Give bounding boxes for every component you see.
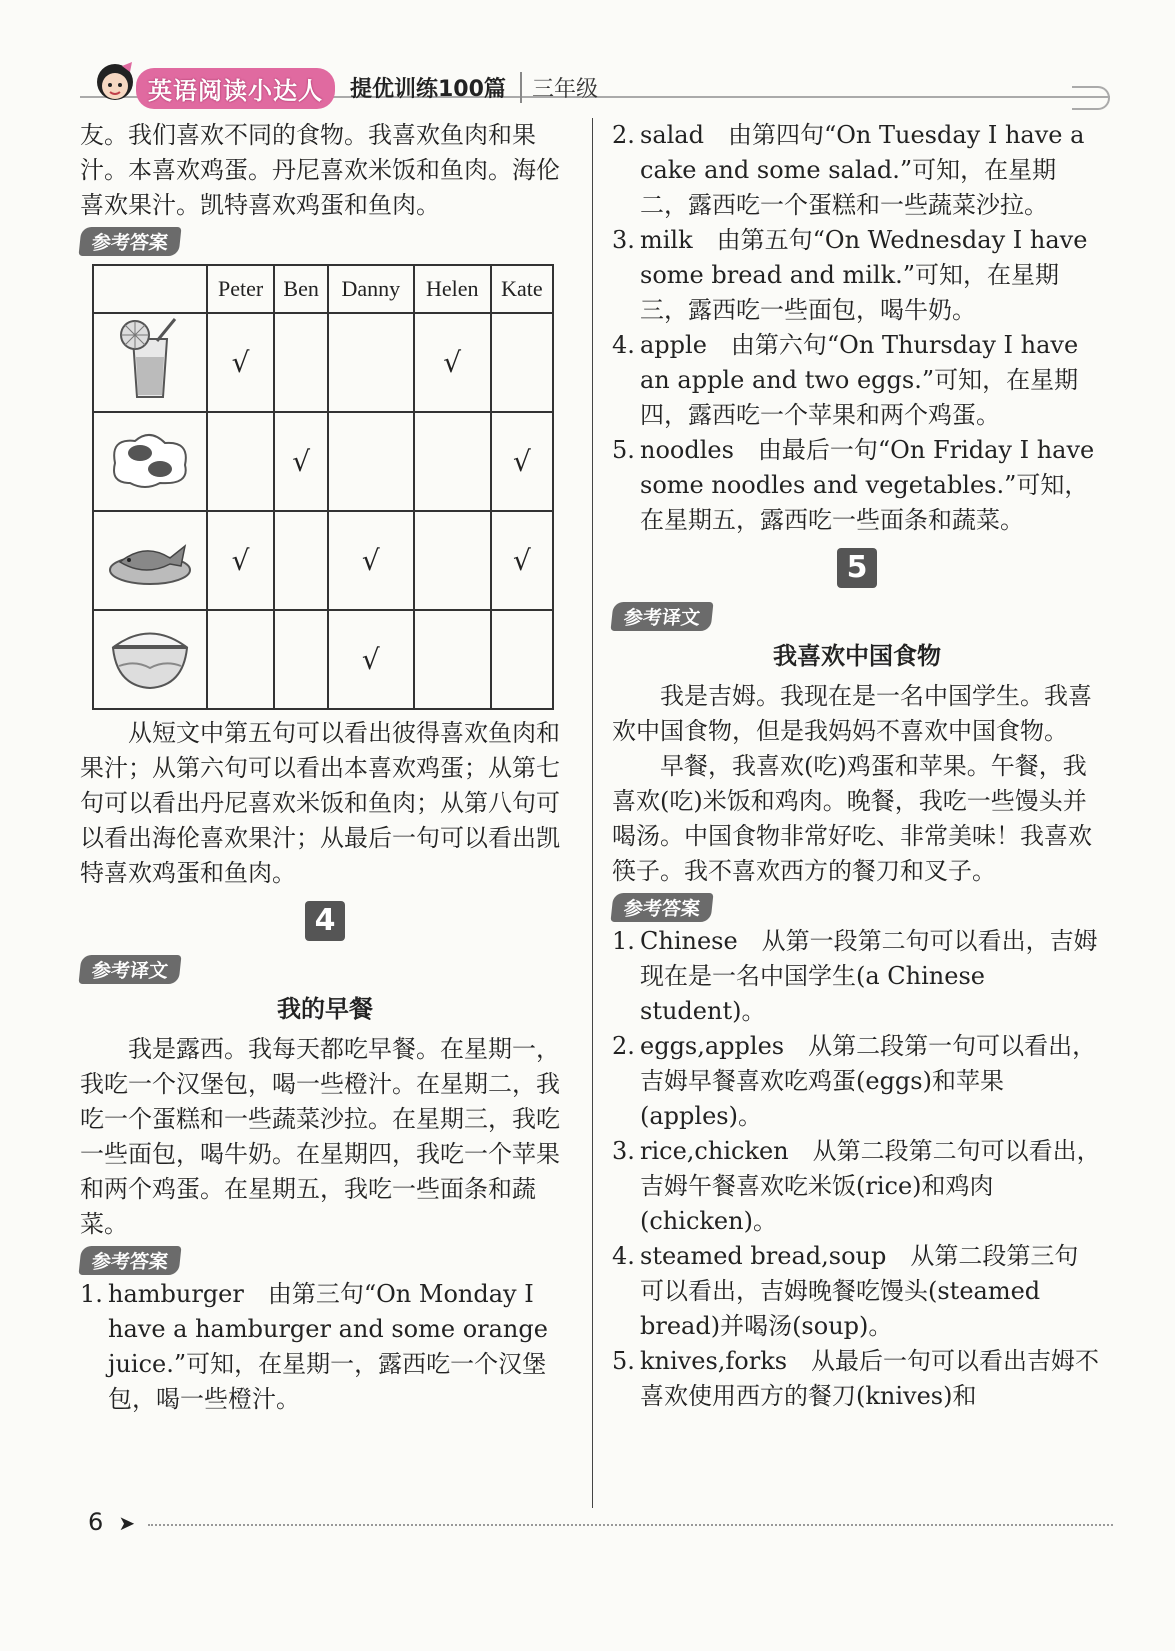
table-cell: √ xyxy=(328,511,414,610)
answer-tag: 参考答案 xyxy=(610,893,713,922)
mascot-girl-icon xyxy=(92,60,138,110)
table-cell xyxy=(274,313,328,412)
table-row xyxy=(93,412,553,511)
table-row xyxy=(93,511,553,610)
answer-tag: 参考答案 xyxy=(78,227,181,256)
answer-number: 3. xyxy=(612,1137,635,1165)
answer-number: 1. xyxy=(612,927,635,955)
table-cell: √ xyxy=(328,610,414,709)
table-cell xyxy=(274,511,328,610)
left-column xyxy=(80,118,570,1417)
rice-cell xyxy=(93,610,207,709)
table-header-ben: Ben xyxy=(274,265,328,313)
answer-text: noodles 由最后一句“On Friday I have some noodles and vegetables.”可知，在星期五，露西吃一些面条和蔬菜。 xyxy=(640,436,1095,534)
book-title: 提优训练100篇 xyxy=(350,77,506,102)
table-cell xyxy=(414,412,491,511)
section-4-number: 4 xyxy=(305,901,345,941)
grade-label: 三年级 xyxy=(520,72,598,103)
answer-text: rice,chicken 从第二段第二句可以看出，吉姆午餐喜欢吃米饭(rice)和鸡肉(chicken)。 xyxy=(640,1137,1101,1235)
answer-number: 3. xyxy=(612,226,635,254)
section-5-title: 我喜欢中国食物 xyxy=(773,642,941,670)
table-header-danny: Danny xyxy=(328,265,414,313)
section-5-paragraph-2: 早餐，我喜欢(吃)鸡蛋和苹果。午餐，我喜欢(吃)米饭和鸡肉。晚餐，我吃一些馒头并喝汤。中国食物非常好吃、非常美味！我喜欢筷子。我不喜欢西方的餐刀和叉子。 xyxy=(612,752,1092,885)
answer-text: knives,forks 从最后一句可以看出吉姆不喜欢使用西方的餐刀(knives)和 xyxy=(640,1347,1100,1410)
answer-item xyxy=(612,328,1102,433)
table-cell: √ xyxy=(207,313,274,412)
table-explanation: 从短文中第五句可以看出彼得喜欢鱼肉和果汁；从第六句可以看出本喜欢鸡蛋；从第七句可以看出丹尼喜欢米饭和鱼肉；从第八句可以看出海伦喜欢果汁；从最后一句可以看出凯特喜欢鸡蛋和鱼肉。 xyxy=(80,719,560,887)
section-4-title: 我的早餐 xyxy=(277,995,373,1023)
table-header-helen: Helen xyxy=(414,265,491,313)
answer-item xyxy=(612,223,1102,328)
table-header-kate: Kate xyxy=(491,265,553,313)
answer-text: milk 由第五句“On Wednesday I have some bread and milk.”可知，在星期三，露西吃一些面包，喝牛奶。 xyxy=(640,226,1088,324)
column-divider xyxy=(592,118,593,1508)
answer-item xyxy=(612,118,1102,223)
eggs-icon xyxy=(105,423,195,493)
table-cell xyxy=(491,610,553,709)
page-footer xyxy=(88,1508,1113,1536)
table-header-peter: Peter xyxy=(207,265,274,313)
section-5-number: 5 xyxy=(837,548,877,588)
section-5-paragraph-1: 我是吉姆。我现在是一名中国学生。我喜欢中国食物，但是我妈妈不喜欢中国食物。 xyxy=(612,682,1092,745)
answer-text: apple 由第六句“On Thursday I have an apple and two eggs.”可知，在星期四，露西吃一个苹果和两个鸡蛋。 xyxy=(640,331,1079,429)
table-cell xyxy=(207,412,274,511)
answer-item xyxy=(612,1029,1102,1134)
right-column xyxy=(612,118,1102,1414)
answer-number: 5. xyxy=(612,436,635,464)
table-cell xyxy=(414,511,491,610)
table-cell: √ xyxy=(491,511,553,610)
answer-item xyxy=(612,1239,1102,1344)
juice-icon xyxy=(105,317,195,402)
table-corner-cell xyxy=(93,265,207,313)
answer-item xyxy=(612,1344,1102,1414)
answer-text: Chinese 从第一段第二句可以看出，吉姆现在是一名中国学生(a Chinese student)。 xyxy=(640,927,1098,1025)
answer-item xyxy=(80,1277,570,1417)
translation-tag: 参考译文 xyxy=(610,602,713,631)
table-cell: √ xyxy=(274,412,328,511)
page-number: 6 xyxy=(88,1508,104,1536)
juice-cell xyxy=(93,313,207,412)
table-cell xyxy=(328,313,414,412)
footer-rule xyxy=(148,1524,1113,1526)
rice-icon xyxy=(105,616,195,696)
translation-tag: 参考译文 xyxy=(78,955,181,984)
table-row xyxy=(93,313,553,412)
answer-item xyxy=(612,924,1102,1029)
fish-cell xyxy=(93,511,207,610)
answer-number: 5. xyxy=(612,1347,635,1375)
fish-icon xyxy=(105,522,195,592)
answer-tag: 参考答案 xyxy=(78,1246,181,1275)
answer-number: 2. xyxy=(612,1032,635,1060)
table-cell xyxy=(414,610,491,709)
table-cell: √ xyxy=(414,313,491,412)
answer-text: steamed bread,soup 从第二段第三句可以看出，吉姆晚餐吃馒头(steamed bread)并喝汤(soup)。 xyxy=(640,1242,1079,1340)
header-rule-end xyxy=(1072,86,1110,110)
table-cell: √ xyxy=(491,412,553,511)
food-table xyxy=(92,264,554,710)
answer-text: eggs,apples 从第二段第一句可以看出，吉姆早餐喜欢吃鸡蛋(eggs)和苹果(apples)。 xyxy=(640,1032,1097,1130)
table-cell xyxy=(491,313,553,412)
section-4-text: 我是露西。我每天都吃早餐。在星期一，我吃一个汉堡包，喝一些橙汁。在星期二，我吃一个蛋糕和一些蔬菜沙拉。在星期三，我吃一些面包，喝牛奶。在星期四，我吃一个苹果和两个鸡蛋。在星期五，我吃一些面条和蔬菜。 xyxy=(80,1035,560,1238)
answer-item xyxy=(612,433,1102,538)
table-cell xyxy=(274,610,328,709)
table-cell xyxy=(328,412,414,511)
eggs-cell xyxy=(93,412,207,511)
table-header-row xyxy=(93,265,553,313)
table-cell: √ xyxy=(207,511,274,610)
arrow-right-icon: ➤ xyxy=(118,1511,136,1535)
answer-number: 2. xyxy=(612,121,635,149)
answer-number: 4. xyxy=(612,331,635,359)
table-cell xyxy=(207,610,274,709)
page-header xyxy=(80,60,1110,116)
series-title: 英语阅读小达人 xyxy=(136,68,335,109)
answer-text: salad 由第四句“On Tuesday I have a cake and some salad.”可知，在星期二，露西吃一个蛋糕和一些蔬菜沙拉。 xyxy=(640,121,1085,219)
answer-number: 1. xyxy=(80,1280,103,1308)
answer-number: 4. xyxy=(612,1242,635,1270)
answer-text: hamburger 由第三句“On Monday I have a hamburger and some orange juice.”可知，在星期一，露西吃一个汉堡包，喝一些橙汁。 xyxy=(108,1280,548,1413)
table-row xyxy=(93,610,553,709)
answer-item xyxy=(612,1134,1102,1239)
intro-paragraph: 友。我们喜欢不同的食物。我喜欢鱼肉和果汁。本喜欢鸡蛋。丹尼喜欢米饭和鱼肉。海伦喜欢果汁。凯特喜欢鸡蛋和鱼肉。 xyxy=(80,121,560,219)
